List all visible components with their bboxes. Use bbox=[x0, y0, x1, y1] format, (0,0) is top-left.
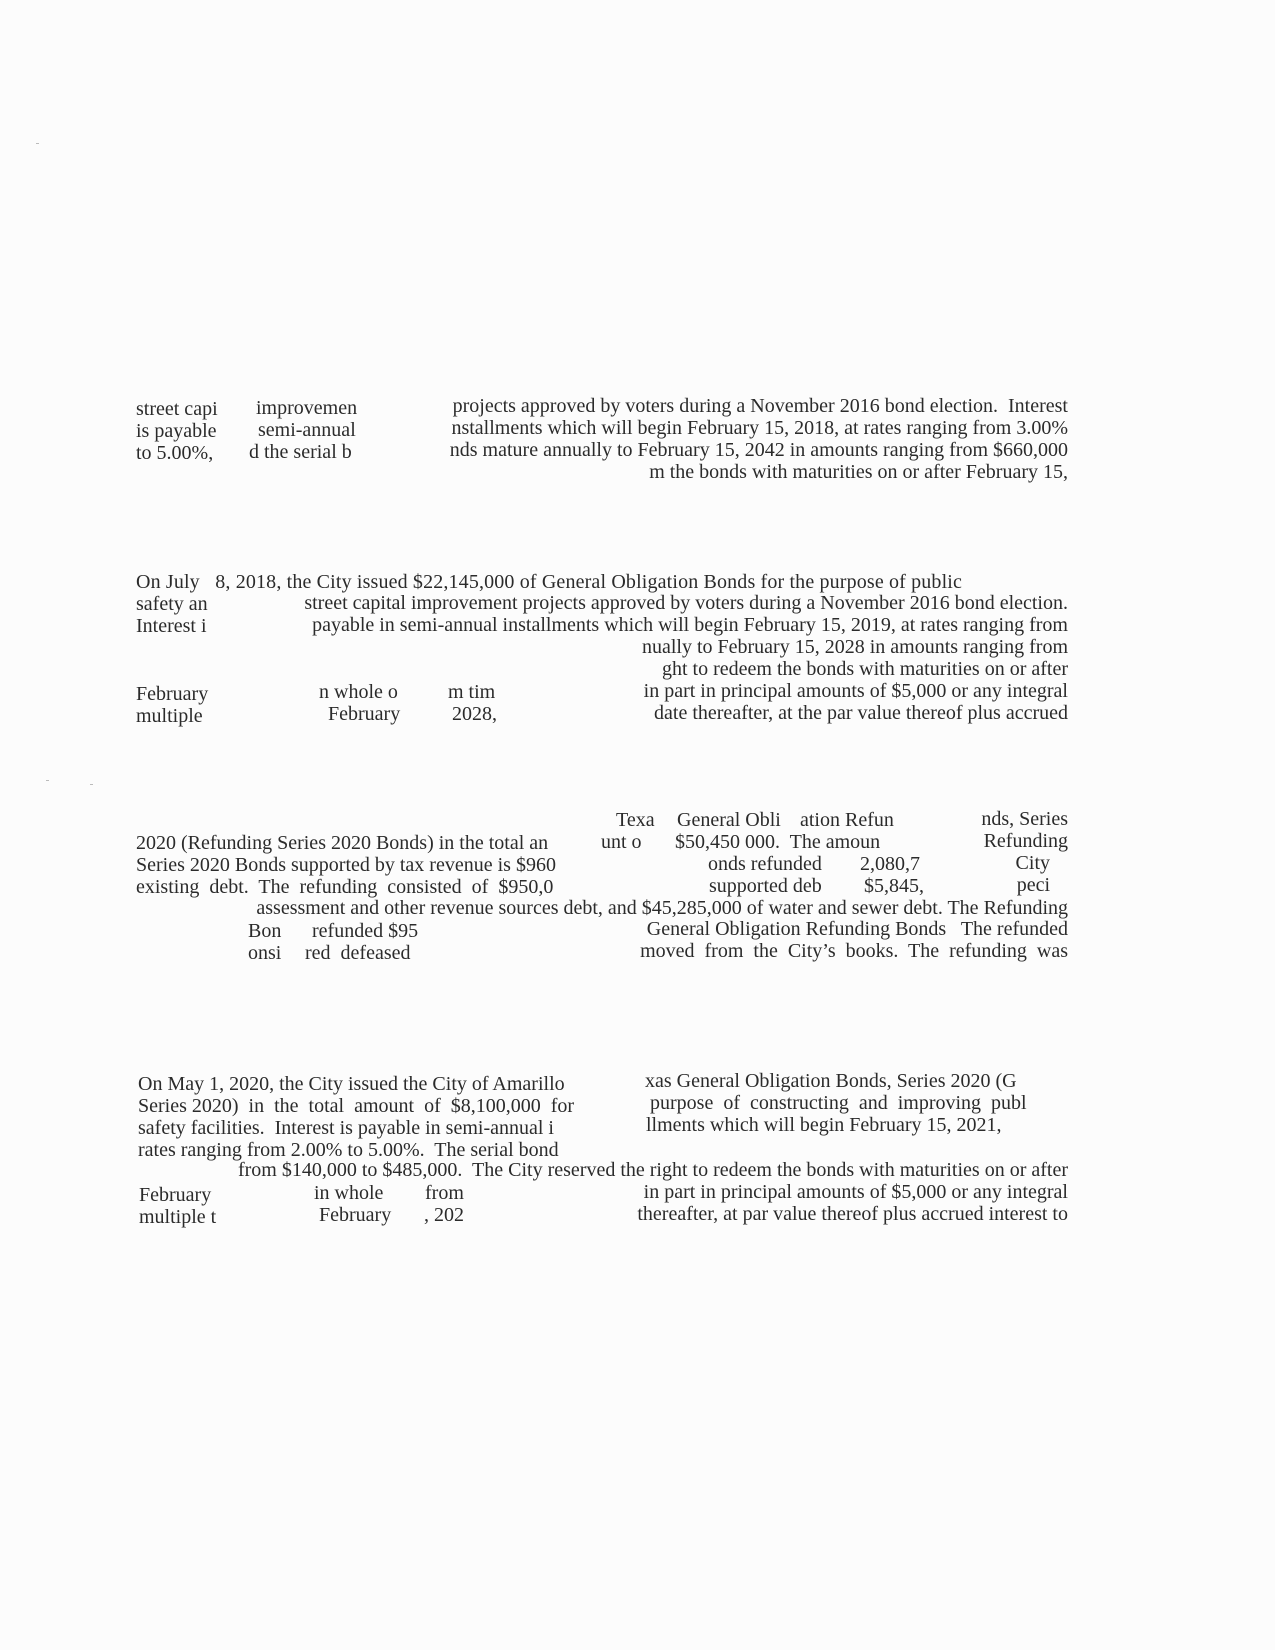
text-fragment: multiple t bbox=[139, 1206, 217, 1228]
text-fragment: from $140,000 to $485,000. The City reserved the right to redeem the bonds with maturities on or after bbox=[237, 1159, 1068, 1181]
text-fragment: unt o bbox=[601, 831, 642, 853]
text-fragment: February bbox=[319, 1204, 392, 1226]
text-fragment: Bon bbox=[248, 920, 282, 942]
text-fragment: supported deb bbox=[709, 875, 822, 897]
text-fragment: is payable bbox=[136, 420, 217, 442]
text-fragment: assessment and other revenue sources debt, and $45,285,000 of water and sewer debt. The Refunding bbox=[256, 897, 1068, 919]
text-fragment: 2028, bbox=[452, 703, 497, 725]
text-fragment: On July 8, 2018, the City issued $22,145,000 of General Obligation Bonds for the purpose of public bbox=[136, 571, 963, 593]
text-fragment: semi-annual bbox=[258, 419, 356, 441]
text-fragment: to 5.00%, bbox=[136, 442, 214, 464]
text-fragment: $5,845, bbox=[864, 875, 924, 897]
text-fragment: Series 2020) in the total amount of $8,100,000 for bbox=[138, 1095, 575, 1117]
text-fragment: existing debt. The refunding consisted of $950,0 bbox=[136, 876, 554, 898]
text-fragment: moved from the City’s books. The refunding was bbox=[640, 940, 1068, 962]
text-fragment: xas General Obligation Bonds, Series 2020 (G bbox=[645, 1070, 1017, 1092]
text-fragment: Refunding bbox=[983, 830, 1068, 852]
text-fragment: 2,080,7 bbox=[860, 853, 920, 875]
text-fragment: thereafter, at par value thereof plus accrued interest to bbox=[637, 1203, 1068, 1225]
text-fragment: street capital improvement projects approved by voters during a November 2016 bond election. bbox=[304, 592, 1068, 614]
text-fragment: purpose of constructing and improving publ bbox=[650, 1092, 1027, 1114]
scan-speck bbox=[46, 780, 49, 781]
text-fragment: onsi bbox=[248, 942, 282, 964]
text-fragment: February bbox=[328, 703, 401, 725]
text-fragment: rates ranging from 2.00% to 5.00%. The serial bond bbox=[138, 1139, 559, 1161]
text-fragment: Texa bbox=[616, 809, 655, 831]
text-fragment: payable in semi-annual installments which will begin February 15, 2019, at rates ranging from bbox=[312, 614, 1068, 636]
text-fragment: m the bonds with maturities on or after February 15, bbox=[649, 461, 1068, 483]
text-fragment: in whole bbox=[314, 1182, 384, 1204]
text-fragment: General Obligation Refunding Bonds The refunded bbox=[646, 918, 1068, 940]
text-fragment: llments which will begin February 15, 2021, bbox=[646, 1114, 1002, 1136]
text-fragment: m tim bbox=[448, 681, 496, 703]
text-fragment: multiple bbox=[136, 705, 203, 727]
text-fragment: street capi bbox=[136, 398, 218, 420]
text-fragment: improvemen bbox=[256, 397, 358, 419]
text-fragment: ght to redeem the bonds with maturities on or after bbox=[661, 658, 1068, 680]
text-fragment: in part in principal amounts of $5,000 or any integral bbox=[643, 680, 1068, 702]
text-fragment: red defeased bbox=[305, 942, 411, 964]
text-fragment: February bbox=[136, 683, 209, 705]
text-fragment: refunded $95 bbox=[312, 920, 419, 942]
text-fragment: peci bbox=[1016, 874, 1050, 896]
text-fragment: nstallments which will begin February 15, 2018, at rates ranging from 3.00% bbox=[451, 417, 1068, 439]
text-fragment: d the serial b bbox=[249, 441, 352, 463]
text-fragment: $50,450 000. The amoun bbox=[675, 831, 881, 853]
text-fragment: , 202 bbox=[424, 1204, 464, 1226]
text-fragment: n whole o bbox=[319, 681, 398, 703]
scan-speck bbox=[90, 784, 93, 785]
text-fragment: General Obli bbox=[677, 809, 781, 831]
text-fragment: 2020 (Refunding Series 2020 Bonds) in the total an bbox=[136, 832, 549, 854]
text-fragment: ation Refun bbox=[800, 809, 894, 831]
text-fragment: date thereafter, at the par value thereof plus accrued bbox=[654, 702, 1068, 724]
text-fragment: safety facilities. Interest is payable in semi-annual i bbox=[138, 1117, 554, 1139]
text-fragment: onds refunded bbox=[708, 853, 822, 875]
text-fragment: City bbox=[1015, 852, 1050, 874]
text-fragment: Series 2020 Bonds supported by tax revenue is $960 bbox=[136, 854, 556, 876]
text-fragment: On May 1, 2020, the City issued the City of Amarillo bbox=[138, 1073, 565, 1095]
text-fragment: projects approved by voters during a November 2016 bond election. Interest bbox=[452, 395, 1068, 417]
text-fragment: nds mature annually to February 15, 2042 in amounts ranging from $660,000 bbox=[449, 439, 1068, 461]
text-fragment: nually to February 15, 2028 in amounts ranging from bbox=[641, 636, 1068, 658]
text-fragment: February bbox=[139, 1184, 212, 1206]
text-fragment: Interest i bbox=[136, 615, 207, 637]
scan-speck bbox=[36, 143, 39, 144]
text-fragment: nds, Series bbox=[981, 808, 1068, 830]
text-fragment: in part in principal amounts of $5,000 or any integral bbox=[643, 1181, 1068, 1203]
text-fragment: safety an bbox=[136, 593, 208, 615]
text-fragment: from bbox=[425, 1182, 464, 1204]
